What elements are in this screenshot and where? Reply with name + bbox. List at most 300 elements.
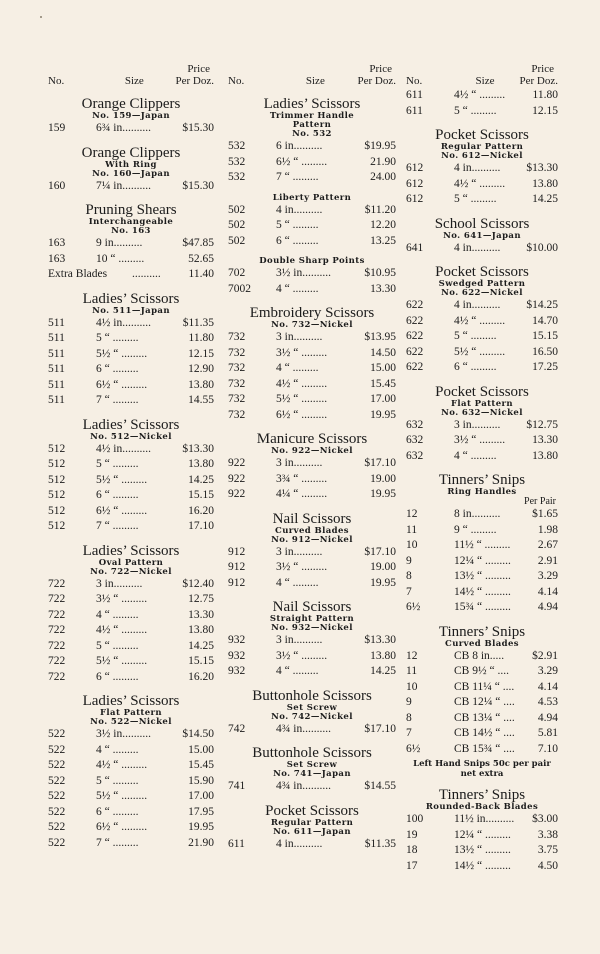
item-number: 522 [48,759,66,771]
item-size: 3 in.......... [276,331,323,343]
item-number: 511 [48,363,65,375]
section-title: Ladies’ Scissors [82,416,180,433]
item-price: 13.25 [370,234,396,247]
product-section [228,745,396,795]
item-price: 19.95 [370,488,396,500]
per-doz-heading: Per Doz. [175,75,214,87]
price-row [228,456,396,472]
section-subtitle: Set Screw [286,760,338,770]
section-note: Left Hand Snips 50c per pair net extra [413,759,551,779]
item-price: 12.15 [532,104,558,117]
section-title: Pruning Shears [85,202,177,218]
item-size: CB 14½ “ .... [454,727,515,739]
section-subtitle: Regular Pattern [440,142,524,152]
price-row [228,234,396,250]
item-number: 612 [406,162,424,174]
product-section [48,543,214,686]
item-price: 13.80 [188,624,214,636]
item-size: 4½ “ ......... [454,89,506,101]
item-price: $13.30 [182,442,214,455]
price-row [406,177,558,193]
item-number: 522 [48,790,66,802]
price-row [406,418,558,434]
price-row [406,192,558,208]
item-price: 14.25 [532,193,558,205]
section-subtitle: No. 932—Nickel [271,623,353,633]
section-title: Pocket Scissors [435,264,529,280]
item-size: 4½ “ ......... [96,624,148,636]
price-row [406,360,558,376]
price-row [48,670,214,686]
section-title: Orange Clippers [81,96,181,112]
column-2 [228,64,396,852]
item-price: 7.10 [537,742,558,755]
product-section [406,127,558,208]
item-number: 522 [48,836,66,849]
item-number: 163 [48,237,66,249]
price-row [48,236,214,252]
item-number: 8 [406,570,412,582]
item-size: 5 “ ......... [96,639,139,652]
item-number: 11 [406,665,418,677]
item-number: 512 [48,473,66,486]
item-number: 632 [406,449,424,462]
item-size: 4½ in.......... [96,316,151,329]
item-size: 3½ in.......... [276,267,331,279]
price-row [406,241,558,257]
item-number: 912 [228,576,246,589]
item-price: $17.10 [364,457,396,469]
section-title: Ladies’ Scissors [82,290,180,307]
item-size: 4 “ ......... [96,608,139,621]
item-price: 13.80 [188,458,214,470]
section-title: School Scissors [434,215,530,232]
item-price: $1.65 [532,508,558,520]
product-section [228,194,396,250]
section-title: Buttonhole Scissors [252,687,372,704]
price-row [406,554,558,570]
price-row [228,139,396,155]
item-size: 14½ “ ......... [454,585,511,598]
price-row [228,664,396,680]
price-row [48,488,214,504]
item-price: $17.10 [364,545,396,558]
item-size: 5½ “ ......... [96,790,148,802]
item-price: $14.55 [364,780,396,792]
item-number: 12 [406,649,418,662]
product-section [48,417,214,535]
item-size: 3½ “ ......... [454,434,506,446]
section-subtitle: No. 163 [111,226,151,236]
item-price: 19.95 [370,408,396,421]
price-row [48,393,214,409]
item-size: 13½ “ ......... [454,844,511,856]
item-size: 3 in.......... [454,418,501,431]
section-title: Pocket Scissors [435,383,529,400]
price-row [406,507,558,523]
section-subtitle: No. 741—Japan [273,769,351,779]
item-number: 7002 [228,282,251,295]
item-price: 5.81 [537,727,558,739]
item-number: 722 [48,593,66,605]
price-row [48,789,214,805]
section-subtitle: Ring Handles [447,487,517,497]
item-price: 17.00 [370,393,396,405]
price-row [48,774,214,790]
price-row [48,473,214,489]
item-size: 3½ “ ......... [276,649,328,662]
section-subtitle: With Ring [105,159,157,170]
item-price: 13.30 [532,434,558,446]
item-size: 4 “ ......... [276,665,319,677]
item-price: 13.80 [532,177,558,190]
item-number: 512 [48,504,66,517]
section-subtitle: No. 641—Japan [443,230,521,241]
item-size: 6½ “ ......... [276,155,328,168]
section-title: Embroidery Scissors [249,305,375,321]
item-price: 4.14 [537,585,558,598]
item-size: 5½ “ ......... [96,347,148,360]
item-size: 4½ in.......... [96,442,151,455]
item-price: 17.00 [188,790,214,802]
item-price: 17.95 [188,805,214,818]
section-subtitle: No. 522—Nickel [90,717,172,727]
item-number: 511 [48,316,65,329]
price-row [228,330,396,346]
price-row [406,88,558,104]
item-size: 9 “ ......... [454,523,497,536]
item-number: 100 [406,813,424,825]
item-price: 4.50 [537,859,558,872]
item-price: 11.80 [532,89,558,101]
item-price: 13.80 [188,378,214,391]
no-heading: No. [406,75,423,87]
item-size: 13½ “ ......... [454,570,511,582]
price-row [406,726,558,742]
section-title: Nail Scissors [272,510,352,527]
item-number: 512 [48,520,66,532]
item-price: $12.40 [182,577,214,590]
item-size: 4½ “ ......... [96,759,148,771]
item-size: 3 in.......... [276,634,323,646]
product-section [406,216,558,257]
item-price: 16.20 [188,504,214,517]
item-price: $13.30 [364,634,396,646]
section-title: Tinners’ Snips [438,623,526,640]
item-size: 4 “ ......... [276,576,319,589]
section-title: Ladies’ Scissors [82,542,180,559]
section-title: Pocket Scissors [435,127,529,143]
item-size: 3½ “ ......... [96,593,148,605]
item-size: 7 “ ......... [96,394,139,406]
item-number: 632 [406,434,424,446]
price-row [48,592,214,608]
price-row [228,346,396,362]
item-number: 17 [406,859,418,872]
item-size: 5 “ ......... [454,104,497,117]
item-size: 6½ “ ......... [96,378,148,391]
product-section [48,202,214,283]
item-price: 13.80 [370,649,396,662]
item-size: 3 in.......... [96,577,143,590]
item-size: CB 12¼ “ .... [454,696,515,708]
price-row [406,859,558,875]
item-number: 912 [228,561,246,573]
item-number: 622 [406,330,424,342]
item-number: 732 [228,331,246,343]
item-size: 7 “ ......... [276,171,319,183]
item-size: 15¾ “ ......... [454,601,511,613]
item-number: 932 [228,649,246,662]
price-row [228,170,396,186]
item-size: 4¾ in.......... [276,722,331,735]
price-heading: Price [531,63,554,75]
price-row [406,695,558,711]
item-number: 522 [48,728,66,740]
item-size: 4 in.......... [454,162,501,174]
price-row [228,576,396,592]
product-section [228,688,396,738]
item-price: $14.50 [182,728,214,740]
item-size: CB 15¾ “ .... [454,742,515,755]
price-row [228,472,396,488]
item-price: 13.30 [188,608,214,621]
item-price: $2.91 [532,649,558,662]
item-price: 17.10 [188,520,214,532]
item-size: 8 in.......... [454,508,501,520]
item-size: 4½ “ ......... [276,377,328,390]
item-price: $15.30 [182,179,214,192]
item-price: 19.95 [188,821,214,833]
item-price: 21.90 [370,155,396,168]
item-price: 16.20 [188,670,214,683]
price-row [406,345,558,361]
section-subtitle: No. 732—Nickel [271,320,353,330]
product-section [406,88,558,119]
section-subtitle: Flat Pattern [450,398,514,409]
price-row [228,722,396,738]
item-size: CB 9½ “ .... [454,665,509,677]
item-number: 512 [48,458,66,470]
section-subtitle: No. 159—Japan [92,111,170,121]
item-number: 8 [406,711,412,724]
item-size: 5½ “ ......... [96,473,148,486]
section-subtitle: Curved Blades [275,525,349,536]
item-price: 3.38 [537,828,558,841]
price-row [406,104,558,120]
section-subtitle: No. 611—Japan [273,826,351,837]
item-number: 512 [48,442,66,455]
item-number: 522 [48,821,66,833]
item-size: 3 in.......... [276,545,323,558]
item-number: 722 [48,655,66,667]
item-size: 5 “ ......... [96,774,139,787]
product-section [228,803,396,853]
price-row [48,121,214,137]
item-price: 15.45 [188,759,214,771]
item-price: 4.94 [537,601,558,613]
item-size: 6 “ ......... [276,234,319,247]
no-heading: No. [48,75,65,87]
item-number: 159 [48,122,66,134]
item-price: 19.00 [370,472,396,485]
price-row [228,545,396,561]
item-size: 3 in.......... [276,457,323,469]
item-number: 732 [228,393,246,405]
item-price: 19.95 [370,576,396,589]
item-number: 932 [228,634,246,646]
item-size: 4¾ in.......... [276,780,331,792]
price-row [406,742,558,758]
section-title: Ladies’ Scissors [82,693,180,709]
price-row [48,179,214,195]
item-price: 15.15 [188,655,214,667]
item-price: 13.80 [532,449,558,462]
section-subtitle: Pattern [292,120,332,130]
price-row [48,442,214,458]
item-size: 6 “ ......... [96,489,139,501]
item-number: 512 [48,489,66,501]
section-subtitle: No. 532 [292,129,332,139]
item-size: 4 in.......... [454,241,501,254]
item-price: 4.14 [537,680,558,693]
price-row [48,608,214,624]
price-row [406,649,558,665]
item-size: 4 “ ......... [276,362,319,374]
item-price: 12.90 [188,363,214,375]
item-price: 2.91 [537,554,558,567]
item-price: 12.20 [370,219,396,231]
per-doz-heading: Per Doz. [519,75,558,87]
product-section [48,145,214,195]
section-subtitle: Regular Pattern [270,817,354,828]
item-number: 532 [228,171,246,183]
price-heading: Price [369,63,392,75]
item-number: 922 [228,457,246,469]
item-price: $13.30 [526,162,558,174]
item-price: $12.75 [526,418,558,431]
item-size: 5 “ ......... [276,219,319,231]
section-subtitle: No. 632—Nickel [441,407,523,418]
item-size: 6 “ ......... [454,361,497,373]
item-price: $15.30 [182,122,214,134]
product-section [48,291,214,409]
section-subtitle: Swedged Pattern [438,279,526,289]
item-price: 14.70 [532,314,558,327]
price-row [48,252,214,268]
item-number: 532 [228,155,246,168]
size-heading: Size [305,75,325,87]
item-price: 15.00 [188,743,214,756]
price-row [228,779,396,795]
column-header [406,64,558,88]
section-title: Nail Scissors [272,599,352,615]
price-row [406,680,558,696]
item-price: 12.15 [188,347,214,360]
item-size: 11½ “ ......... [454,539,511,551]
price-row [406,812,558,828]
item-number: Extra Blades [48,268,108,280]
size-heading: Size [124,75,144,87]
item-size: 12¼ “ ......... [454,828,511,841]
item-number: 10 [406,539,418,551]
item-number: 742 [228,722,246,735]
item-price: 12.75 [188,593,214,605]
section-subtitle: Trimmer Handle [269,111,355,121]
item-price: $11.20 [364,203,396,216]
price-row [228,155,396,171]
item-price: $13.95 [364,331,396,343]
item-number: 611 [228,837,245,850]
item-number: 532 [228,140,246,152]
section-subtitle: Set Screw [286,702,338,713]
item-number: 502 [228,234,246,247]
product-section [406,264,558,376]
item-number: 9 [406,554,412,567]
item-number: 611 [406,89,423,101]
product-section [228,96,396,186]
price-row [48,316,214,332]
item-number: 511 [48,332,65,344]
item-price: 4.94 [537,711,558,724]
column-header [48,64,214,88]
item-price: $47.85 [182,237,214,249]
price-row [406,585,558,601]
price-row [48,623,214,639]
item-size: 4 in.......... [454,299,501,311]
section-subtitle: Rounded-Back Blades [425,802,539,812]
price-row [48,577,214,593]
product-section [406,624,558,780]
item-number: 622 [406,314,424,327]
price-row [406,664,558,680]
item-price: 14.55 [188,394,214,406]
item-number: 6½ [406,601,421,613]
section-subtitle: Curved Blades [445,638,519,649]
item-size: 4 in.......... [276,837,323,850]
item-size: 6 “ ......... [96,670,139,683]
section-subtitle: Interchangeable [88,217,174,227]
item-number: 912 [228,545,246,558]
item-size: 6 “ ......... [96,363,139,375]
item-number: 522 [48,743,66,756]
item-size: 3½ “ ......... [276,561,328,573]
item-number: 732 [228,362,246,374]
section-subtitle: No. 160—Japan [92,168,170,179]
item-number: 722 [48,639,66,652]
section-subtitle: Liberty Pattern [272,192,352,203]
section-subtitle: Oval Pattern [98,557,164,568]
section-title: Buttonhole Scissors [252,745,372,761]
item-number: 732 [228,377,246,390]
price-row [48,654,214,670]
column-header [228,64,396,88]
item-size: 4¼ “ ......... [276,488,328,500]
product-section [48,693,214,851]
product-section [228,257,396,297]
item-number: 502 [228,203,246,216]
item-number: 511 [48,378,65,391]
price-heading: Price [187,63,210,75]
per-doz-heading: Per Doz. [357,75,396,87]
price-row [48,836,214,852]
section-subtitle: Double Sharp Points [259,256,365,266]
price-row [406,843,558,859]
item-number: 19 [406,828,418,841]
item-size: 4½ “ ......... [454,314,506,327]
item-size: 4 “ ......... [454,449,497,462]
item-size: CB 8 in..... [454,649,505,662]
